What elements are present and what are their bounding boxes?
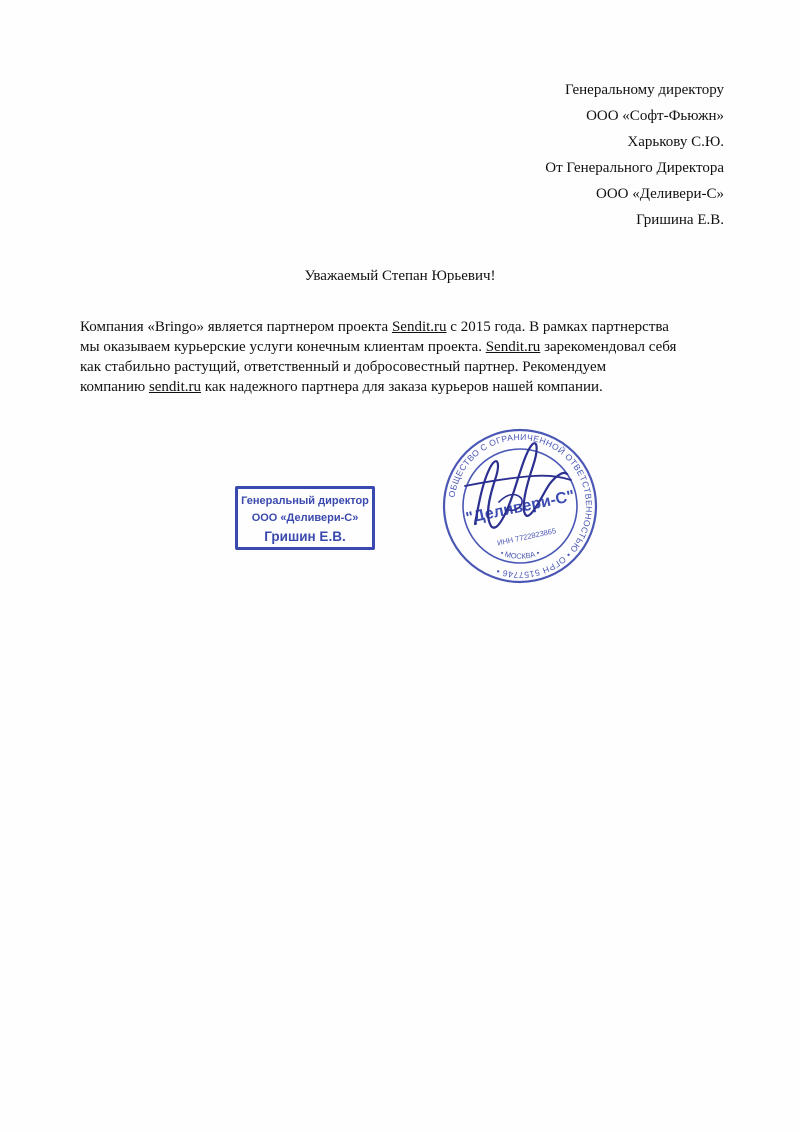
body-text: с 2015 года. В рамках партнерства [446, 319, 669, 335]
salutation: Уважаемый Степан Юрьевич! [304, 268, 496, 284]
sendit-link[interactable]: Sendit.ru [391, 319, 447, 335]
recipient-block [545, 77, 724, 233]
sender-line-1: От Генерального Директора [545, 160, 724, 176]
seal-inn-text: ИНН 7722823865 [496, 526, 557, 548]
signature-stroke-main [475, 443, 567, 527]
director-rectangular-stamp [235, 486, 375, 550]
sendit-link[interactable]: Sendit.ru [485, 339, 541, 355]
seal-city-text: • МОСКВА • [499, 548, 541, 561]
body-text: мы оказываем курьерские услуги конечным клиентам проекта. [80, 339, 486, 355]
body-line-1 [80, 317, 730, 337]
body-line-3: как стабильно растущий, ответственный и добросовестный партнер. Рекомендуем [80, 359, 607, 375]
body-text: компанию [80, 379, 149, 395]
handwritten-signature [455, 432, 575, 542]
stamp-rect-line-3: Гришин Е.В. [264, 529, 346, 544]
seal-outer-text: ОБЩЕСТВО С ОГРАНИЧЕННОЙ ОТВЕТСТВЕННОСТЬЮ • ОГРН 5157746 • [446, 431, 595, 581]
body-text: Компания «Bringo» является партнером проекта [80, 319, 392, 335]
body-text: зарекомендовал себя [540, 339, 677, 355]
recipient-line-2: ООО «Софт-Фьюжн» [586, 108, 724, 124]
sender-line-2: ООО «Деливери-С» [595, 186, 724, 202]
body-line-4 [80, 377, 730, 397]
recipient-line-1: Генеральному директору [564, 82, 724, 98]
sender-line-3: Гришина Е.В. [636, 212, 724, 228]
stamp-rect-line-1: Генеральный директор [241, 495, 369, 507]
recipient-line-3: Харькову С.Ю. [627, 134, 724, 150]
body-text: как надежного партнера для заказа курьеров нашей компании. [201, 379, 603, 395]
body-line-2 [80, 337, 730, 357]
sendit-link[interactable]: sendit.ru [148, 379, 202, 395]
letter-body [80, 317, 730, 397]
seal-center-text: "Деливери-С" [464, 487, 577, 528]
stamp-rect-line-2: ООО «Деливери-С» [251, 512, 359, 524]
